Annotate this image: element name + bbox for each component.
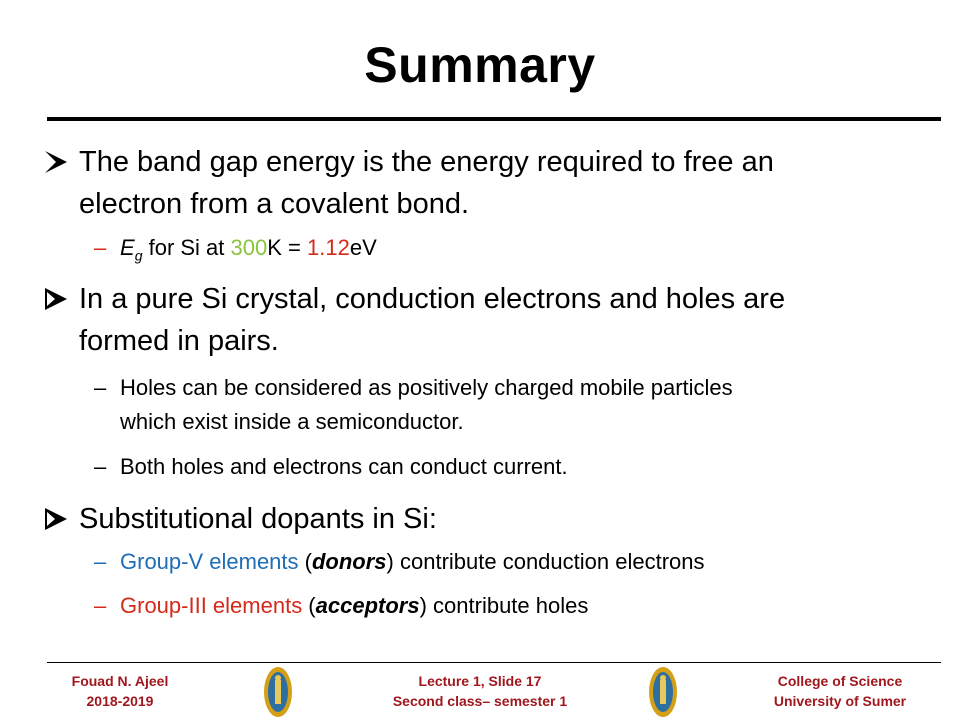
arrow-bullet-icon (42, 278, 72, 320)
university-name: University of Sumer (773, 693, 907, 709)
donors-rest: ) contribute conduction electrons (386, 549, 705, 574)
group-v-label: Group-V elements (120, 549, 299, 574)
bullet-pure-si (42, 278, 922, 362)
eg-text-k: K = (267, 235, 307, 260)
dash-marker: – (94, 235, 107, 260)
arrow-bullet-icon (42, 141, 72, 183)
bullet-text-line: electron from a covalent bond. (79, 188, 470, 220)
group-iii-label: Group-III elements (120, 593, 303, 618)
college-name: College of Science (777, 673, 903, 689)
bullet-text-line: The band gap energy is the energy required to free an (79, 146, 774, 178)
slide-title: Summary (364, 37, 596, 93)
eg-subscript: g (134, 247, 143, 264)
bullet-text-line: formed in pairs. (79, 325, 279, 357)
bullet-dopants (42, 498, 922, 540)
footer-author (40, 671, 200, 711)
sub-item-holes (94, 371, 934, 439)
bullet-text-line: Substitutional dopants in Si: (79, 503, 437, 535)
sub-text-line: Holes can be considered as positively charged mobile particles (120, 375, 733, 400)
sub-item-donors (94, 545, 934, 579)
dash-marker: – (94, 593, 107, 618)
donors-term: donors (311, 549, 387, 574)
sub-item-acceptors (94, 589, 934, 623)
dash-marker: – (94, 549, 107, 574)
title-underline (47, 117, 941, 121)
eg-symbol: E (120, 235, 135, 260)
sub-text-line: which exist inside a semiconductor. (120, 409, 464, 434)
university-seal-icon (648, 666, 678, 718)
university-seal-icon (263, 666, 293, 718)
bullet-text-line: In a pure Si crystal, conduction electrons and holes are (79, 283, 786, 315)
class-semester: Second class– semester 1 (392, 693, 568, 709)
dash-marker: – (94, 375, 107, 400)
academic-year: 2018-2019 (86, 693, 154, 709)
dash-marker: – (94, 454, 107, 479)
sub-text-line: Both holes and electrons can conduct current. (120, 454, 568, 479)
author-name: Fouad N. Ajeel (71, 673, 169, 689)
bullet-band-gap (42, 141, 922, 225)
sub-item-conduct (94, 450, 934, 484)
paren-open: ( (302, 593, 316, 618)
band-gap-value: 1.12 (307, 235, 350, 260)
arrow-bullet-icon (42, 498, 72, 540)
lecture-slide: Lecture 1, Slide 17 (418, 673, 542, 689)
acceptors-term: acceptors (315, 593, 420, 618)
footer-lecture (370, 671, 590, 711)
paren-open: ( (298, 549, 312, 574)
footer-institution (735, 671, 945, 711)
temperature-value: 300 (230, 235, 268, 260)
acceptors-rest: ) contribute holes (419, 593, 589, 618)
eg-text: for Si at (142, 235, 231, 260)
sub-item-eg (94, 231, 934, 272)
unit: eV (349, 235, 377, 260)
footer-divider (47, 662, 941, 663)
